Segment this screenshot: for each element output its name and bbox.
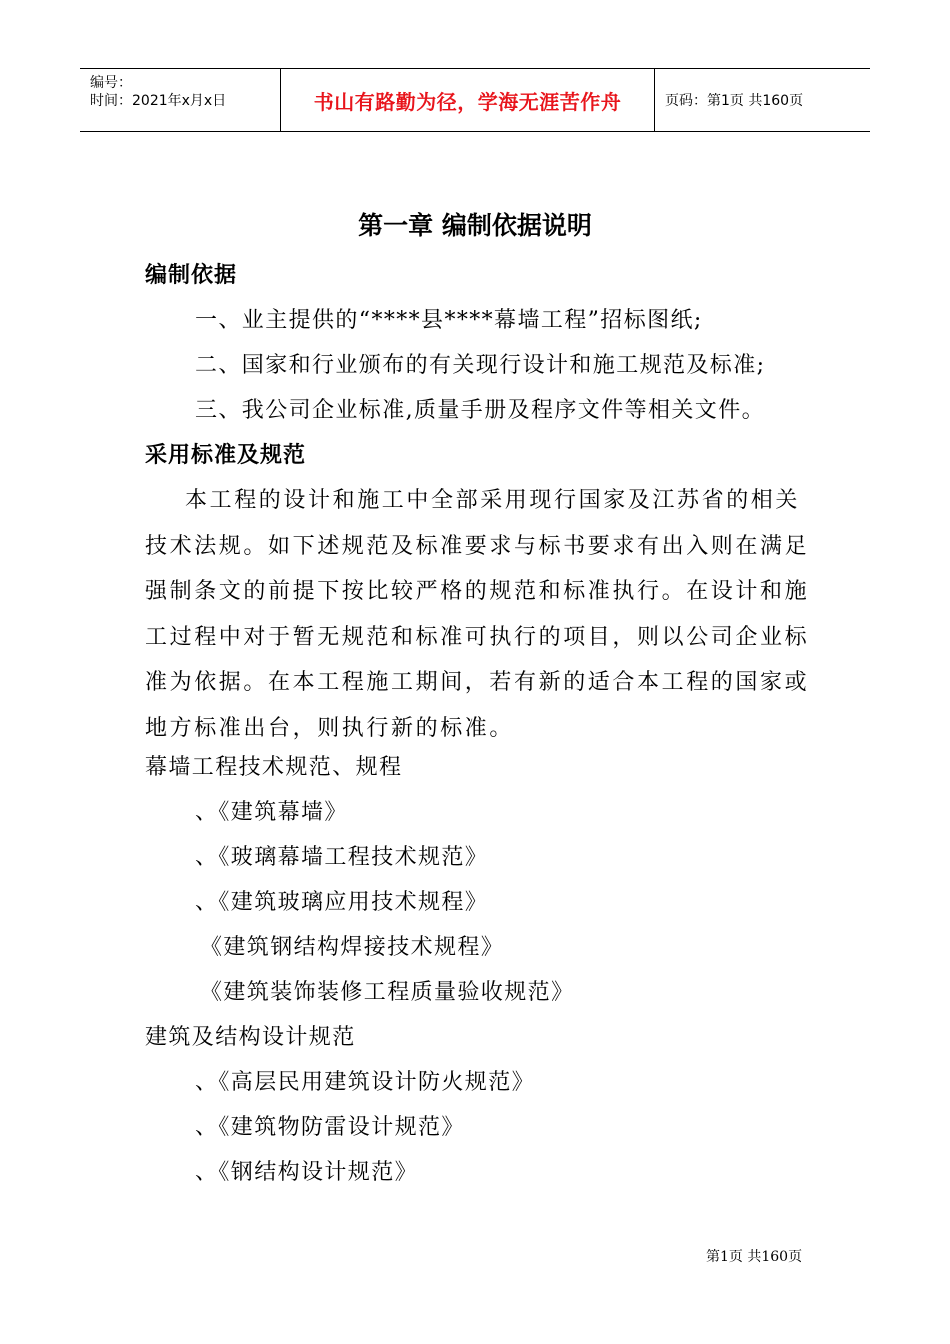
group-title-building-design: 建筑及结构设计规范: [145, 1025, 356, 1050]
header-meta: [80, 69, 280, 131]
number-label: 编号：: [90, 75, 132, 91]
chapter-title: 第一章 编制依据说明: [358, 211, 592, 240]
section-heading-standards: 采用标准及规范: [145, 443, 307, 468]
section-heading-basis: 编制依据: [145, 263, 238, 288]
basis-item: 一、业主提供的“****县****幕墙工程”招标图纸;: [195, 308, 703, 333]
standard-item: 、《高层民用建筑设计防火规范》: [195, 1070, 536, 1095]
basis-item: 三、我公司企业标准,质量手册及程序文件等相关文件。: [195, 398, 765, 423]
standard-item: 、《钢结构设计规范》: [195, 1160, 419, 1185]
standard-item: 、《建筑玻璃应用技术规程》: [195, 890, 489, 915]
header-page-info: 页码：第1页 共160页: [665, 93, 804, 109]
standard-item: 、《玻璃幕墙工程技术规范》: [195, 845, 489, 870]
page-footer: 第1页 共160页: [706, 1249, 803, 1265]
date-label: 时间：2021年x月x日: [90, 93, 227, 109]
group-title-curtain-wall: 幕墙工程技术规范、规程: [145, 755, 403, 780]
standard-item: 《建筑装饰装修工程质量验收规范》: [200, 980, 575, 1005]
header-motto: 书山有路勤为径，学海无涯苦作舟: [280, 69, 655, 131]
basis-item: 二、国家和行业颁布的有关现行设计和施工规范及标准;: [195, 353, 766, 378]
standard-item: 《建筑钢结构焊接技术规程》: [200, 935, 505, 960]
standard-item: 、《建筑物防雷设计规范》: [195, 1115, 465, 1140]
standard-item: 、《建筑幕墙》: [195, 800, 348, 825]
page-header: [80, 68, 870, 132]
standards-paragraph: 本工程的设计和施工中全部采用现行国家及江苏省的相关技术法规。如下述规范及标准要求与标书要求有出入则在满足强制条文的前提下按比较严格的规范和标准执行。在设计和施工过程中对于暂无规范和标准可执行的项目，则以公司企业标准为依据。在本工程施工期间，若有新的适合本工程的国家或地方标准出台，则执行新的标准。: [145, 488, 810, 741]
